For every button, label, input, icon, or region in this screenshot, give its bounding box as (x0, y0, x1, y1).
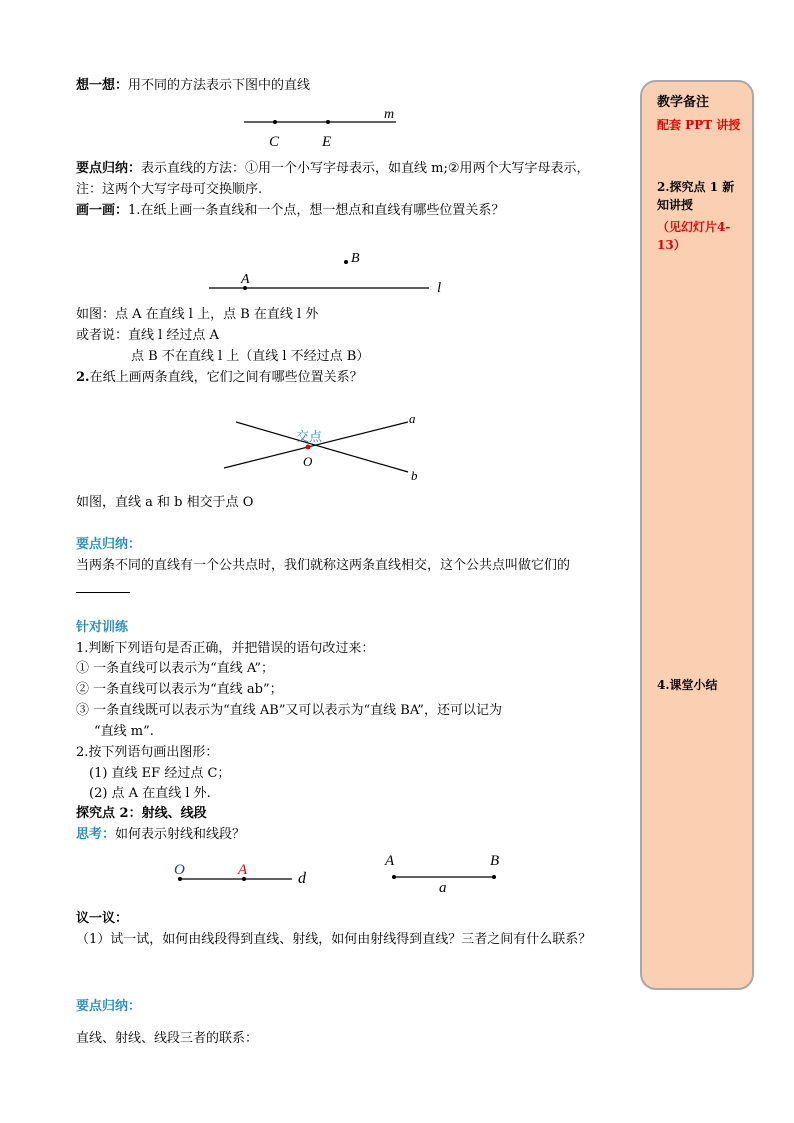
label-l: l (437, 280, 442, 296)
teaching-notes-panel (640, 80, 754, 990)
point-e (326, 120, 330, 124)
label-b: B (490, 853, 500, 869)
figure-segment (380, 850, 510, 896)
label-e: E (322, 134, 332, 150)
summary1-label: 要点归纳： (76, 161, 142, 176)
draw-label: 画一画： (76, 203, 129, 218)
figure-intersecting-lines (220, 410, 430, 486)
training-q1c: ③ 一条直线既可以表示为“直线 AB”又可以表示为“直线 BA”，还可以记为 (76, 703, 502, 718)
think2-text: 如何表示射线和线段？ (115, 827, 246, 842)
think2-line (76, 827, 245, 843)
label-m: m (384, 107, 395, 122)
label-seg: a (439, 880, 447, 896)
q2-num: 2. (76, 370, 90, 385)
label-a: a (409, 411, 416, 426)
training-q2: 2.按下列语句画出图形： (76, 745, 219, 760)
label-intersection: 交点 (296, 429, 323, 444)
label-o: O (174, 862, 185, 878)
point-relation-1: 如图：点 A 在直线 l 上，点 B 在直线 l 外 (76, 307, 319, 322)
point-relation-2: 或者说：直线 l 经过点 A (76, 328, 219, 343)
label-c: C (269, 134, 280, 150)
label-d: d (298, 870, 306, 887)
q2-text: 在纸上画两条直线，它们之间有哪些位置关系？ (89, 370, 363, 385)
summary1-line (76, 161, 590, 177)
point-relation-3: 点 B 不在直线 l 上（直线 l 不经过点 B） (131, 349, 370, 364)
notes-summary: 4.课堂小结 (657, 678, 718, 692)
think2-label: 思考： (76, 827, 116, 842)
training-label: 针对训练 (76, 620, 129, 635)
summary1-note: 注：这两个大写字母可交换顺序. (76, 182, 263, 197)
point-o (306, 445, 311, 450)
training-q1c-cont: “直线 m”. (94, 724, 154, 739)
point-b (492, 875, 496, 879)
think-line (76, 78, 310, 94)
relation-text: 直线、射线、线段三者的联系： (76, 1031, 259, 1046)
notes-title: 教学备注 (657, 95, 710, 110)
draw-line (76, 203, 504, 219)
label-b: b (411, 468, 418, 483)
label-a: A (241, 272, 250, 287)
label-a: A (238, 862, 248, 878)
notes-ppt: 配套 PPT 讲授 (657, 118, 741, 132)
discuss-text: （1）试一试，如何由线段得到直线、射线，如何由射线得到直线？三者之间有什么联系？ (76, 932, 592, 947)
point-a (392, 875, 396, 879)
training-q2a: (1) 直线 EF 经过点 C； (89, 766, 231, 781)
summary2-text: 当两条不同的直线有一个公共点时，我们就称这两条直线相交，这个公共点叫做它们的 (76, 558, 571, 573)
intersect-text: 如图，直线 a 和 b 相交于点 O (76, 495, 254, 510)
training-q1: 1.判断下列语句是否正确，并把错误的语句改过来： (76, 641, 375, 656)
think-text: 用不同的方法表示下图中的直线 (128, 78, 311, 93)
notes-explore1: 2.探究点 1 新知讲授 (657, 180, 735, 212)
figure-line-m (238, 102, 408, 152)
q2-line (76, 370, 363, 386)
summary3-label: 要点归纳： (76, 999, 142, 1014)
notes-slides: （见幻灯片4-13） (657, 220, 731, 252)
training-q2b: (2) 点 A 在直线 l 外. (89, 786, 211, 801)
label-a: A (385, 853, 395, 869)
point-b (344, 260, 348, 264)
explore2-heading: 探究点 2：射线、线段 (76, 806, 207, 821)
label-o: O (303, 454, 313, 469)
figure-ray (170, 855, 320, 889)
point-c (273, 120, 277, 124)
discuss-label: 议一议： (76, 911, 129, 926)
summary2-label: 要点归纳： (76, 537, 142, 552)
summary1-text: 表示直线的方法：①用一个小写字母表示，如直线 m;②用两个大写字母表示， (141, 161, 590, 176)
think-label: 想一想： (76, 78, 129, 93)
training-q1a: ① 一条直线可以表示为“直线 A”； (76, 661, 275, 676)
label-b: B (351, 251, 360, 266)
draw-text: 1.在纸上画一条直线和一个点，想一想点和直线有哪些位置关系？ (128, 203, 505, 218)
figure-line-l (205, 246, 450, 298)
training-q1b: ② 一条直线可以表示为“直线 ab”； (76, 682, 283, 697)
answer-blank (76, 592, 130, 593)
